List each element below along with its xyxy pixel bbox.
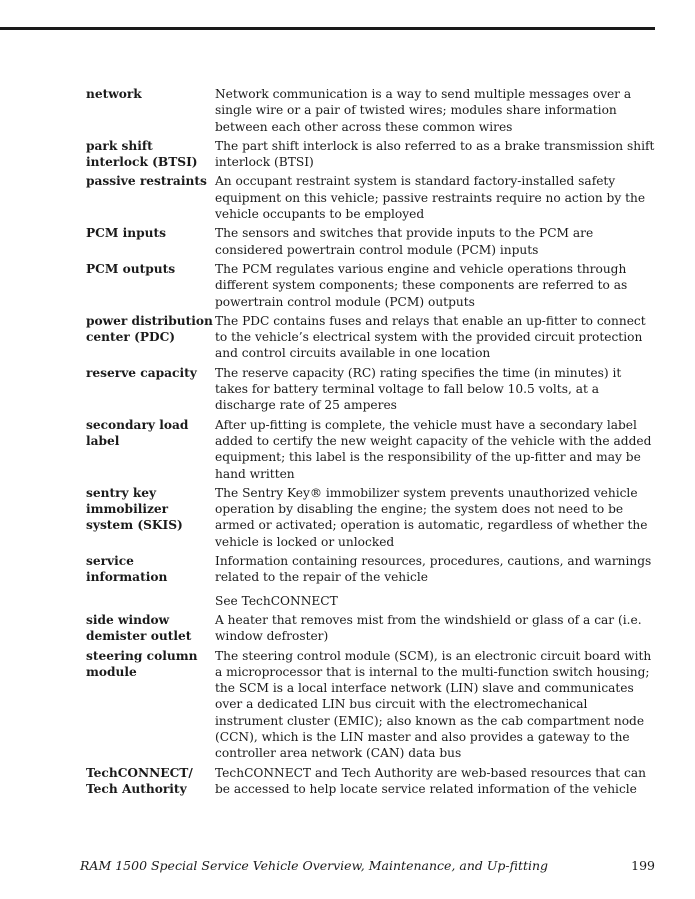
glossary-entry <box>86 261 656 310</box>
glossary-term: passive restraints <box>86 174 207 189</box>
glossary-entry <box>86 485 656 550</box>
glossary-term: PCM outputs <box>86 261 176 276</box>
glossary-term: network <box>86 87 142 101</box>
glossary-definition <box>215 365 656 414</box>
glossary-definition <box>215 765 656 798</box>
glossary-term: sentry key immobilizer system (SKIS) <box>86 485 183 533</box>
glossary-entry <box>86 173 656 222</box>
definition-text: The Sentry Key® immobilizer system prevents unauthorized vehicle operation by disabling the engine; the system does not need to be armed or activated; operation is automatic, regardless of whether the vehicle is locked or unlocked <box>215 485 648 549</box>
glossary-entry <box>86 553 656 609</box>
footer-title: RAM 1500 Special Service Vehicle Overview, Maintenance, and Up-fitting <box>80 858 549 873</box>
glossary-definition <box>215 86 656 135</box>
glossary-term: steering column module <box>86 648 198 679</box>
definition-text: The reserve capacity (RC) rating specifies the time (in minutes) it takes for battery terminal voltage to fall below 10.5 volts, at a discharge rate of 25 amperes <box>215 365 622 413</box>
glossary-term: park shift interlock (BTSI) <box>86 138 198 170</box>
glossary-entry <box>86 225 656 258</box>
definition-text: The part shift interlock is also referred to as a brake transmission shift interlock (BTSI) <box>215 138 655 170</box>
glossary-entry <box>86 612 656 645</box>
glossary-definition <box>215 138 656 171</box>
glossary-definition <box>215 648 656 762</box>
glossary-term: side window demister outlet <box>86 612 192 644</box>
glossary-term: TechCONNECT/ Tech Authority <box>86 765 193 796</box>
definition-text: After up-fitting is complete, the vehicle must have a secondary label added to certify the new weight capacity of the vehicle with the added equipment; this label is the responsibility of the up-fitter and may be hand written <box>215 417 652 481</box>
glossary-list <box>86 86 656 800</box>
header-rule <box>0 27 655 30</box>
glossary-term: service information <box>86 554 168 585</box>
glossary-term: reserve capacity <box>86 365 197 380</box>
glossary-entry <box>86 313 656 362</box>
page-number: 199 <box>631 858 655 873</box>
definition-text: The sensors and switches that provide inputs to the PCM are considered powertrain control module (PCM) inputs <box>215 226 594 257</box>
definition-text: The steering control module (SCM), is an electronic circuit board with a microprocessor that is internal to the multi-function switch housing; the SCM is a local interface network (LIN) slave and communicates over a dedicated LIN bus circuit with the electromechanical instrument cluster (EMIC); also known as the cab compartment node (CCN), which is the LIN master and also provides a gateway to the controller area network (CAN) data bus <box>215 648 652 761</box>
glossary-definition <box>215 612 656 645</box>
glossary-definition <box>215 173 656 222</box>
glossary-definition <box>215 313 656 362</box>
glossary-definition <box>215 485 656 550</box>
see-also-reference: See TechCONNECT <box>215 593 338 608</box>
glossary-term: PCM inputs <box>86 226 166 241</box>
page-footer <box>80 857 655 875</box>
definition-text: An occupant restraint system is standard factory-installed safety equipment on this vehicle; passive restraints require no action by the vehicle occupants to be employed <box>215 174 646 222</box>
definition-text: Network communication is a way to send multiple messages over a single wire or a pair of twisted wires; modules share information between each other across these common wires <box>215 87 632 134</box>
glossary-definition <box>215 553 656 609</box>
definition-text: The PCM regulates various engine and vehicle operations through different system components; these components are referred to as powertrain control module (PCM) outputs <box>215 261 628 309</box>
definition-text: The PDC contains fuses and relays that enable an up-fitter to connect to the vehicle’s electrical system with the provided circuit protection and control circuits available in one location <box>215 313 646 361</box>
glossary-entry <box>86 648 656 762</box>
glossary-definition <box>215 261 656 310</box>
glossary-definition <box>215 225 656 258</box>
glossary-definition <box>215 417 656 482</box>
glossary-entry <box>86 86 656 135</box>
glossary-term: secondary load label <box>86 417 189 448</box>
glossary-entry <box>86 365 656 414</box>
definition-text: A heater that removes mist from the windshield or glass of a car (i.e. window defroster) <box>215 612 642 644</box>
glossary-entry <box>86 417 656 482</box>
definition-text: TechCONNECT and Tech Authority are web-based resources that can be accessed to help locate service related information of the vehicle <box>215 765 646 796</box>
glossary-entry <box>86 765 656 798</box>
glossary-entry <box>86 138 656 171</box>
definition-text: Information containing resources, procedures, cautions, and warnings related to the repair of the vehicle <box>215 554 652 585</box>
glossary-term: power distribution center (PDC) <box>86 313 213 345</box>
